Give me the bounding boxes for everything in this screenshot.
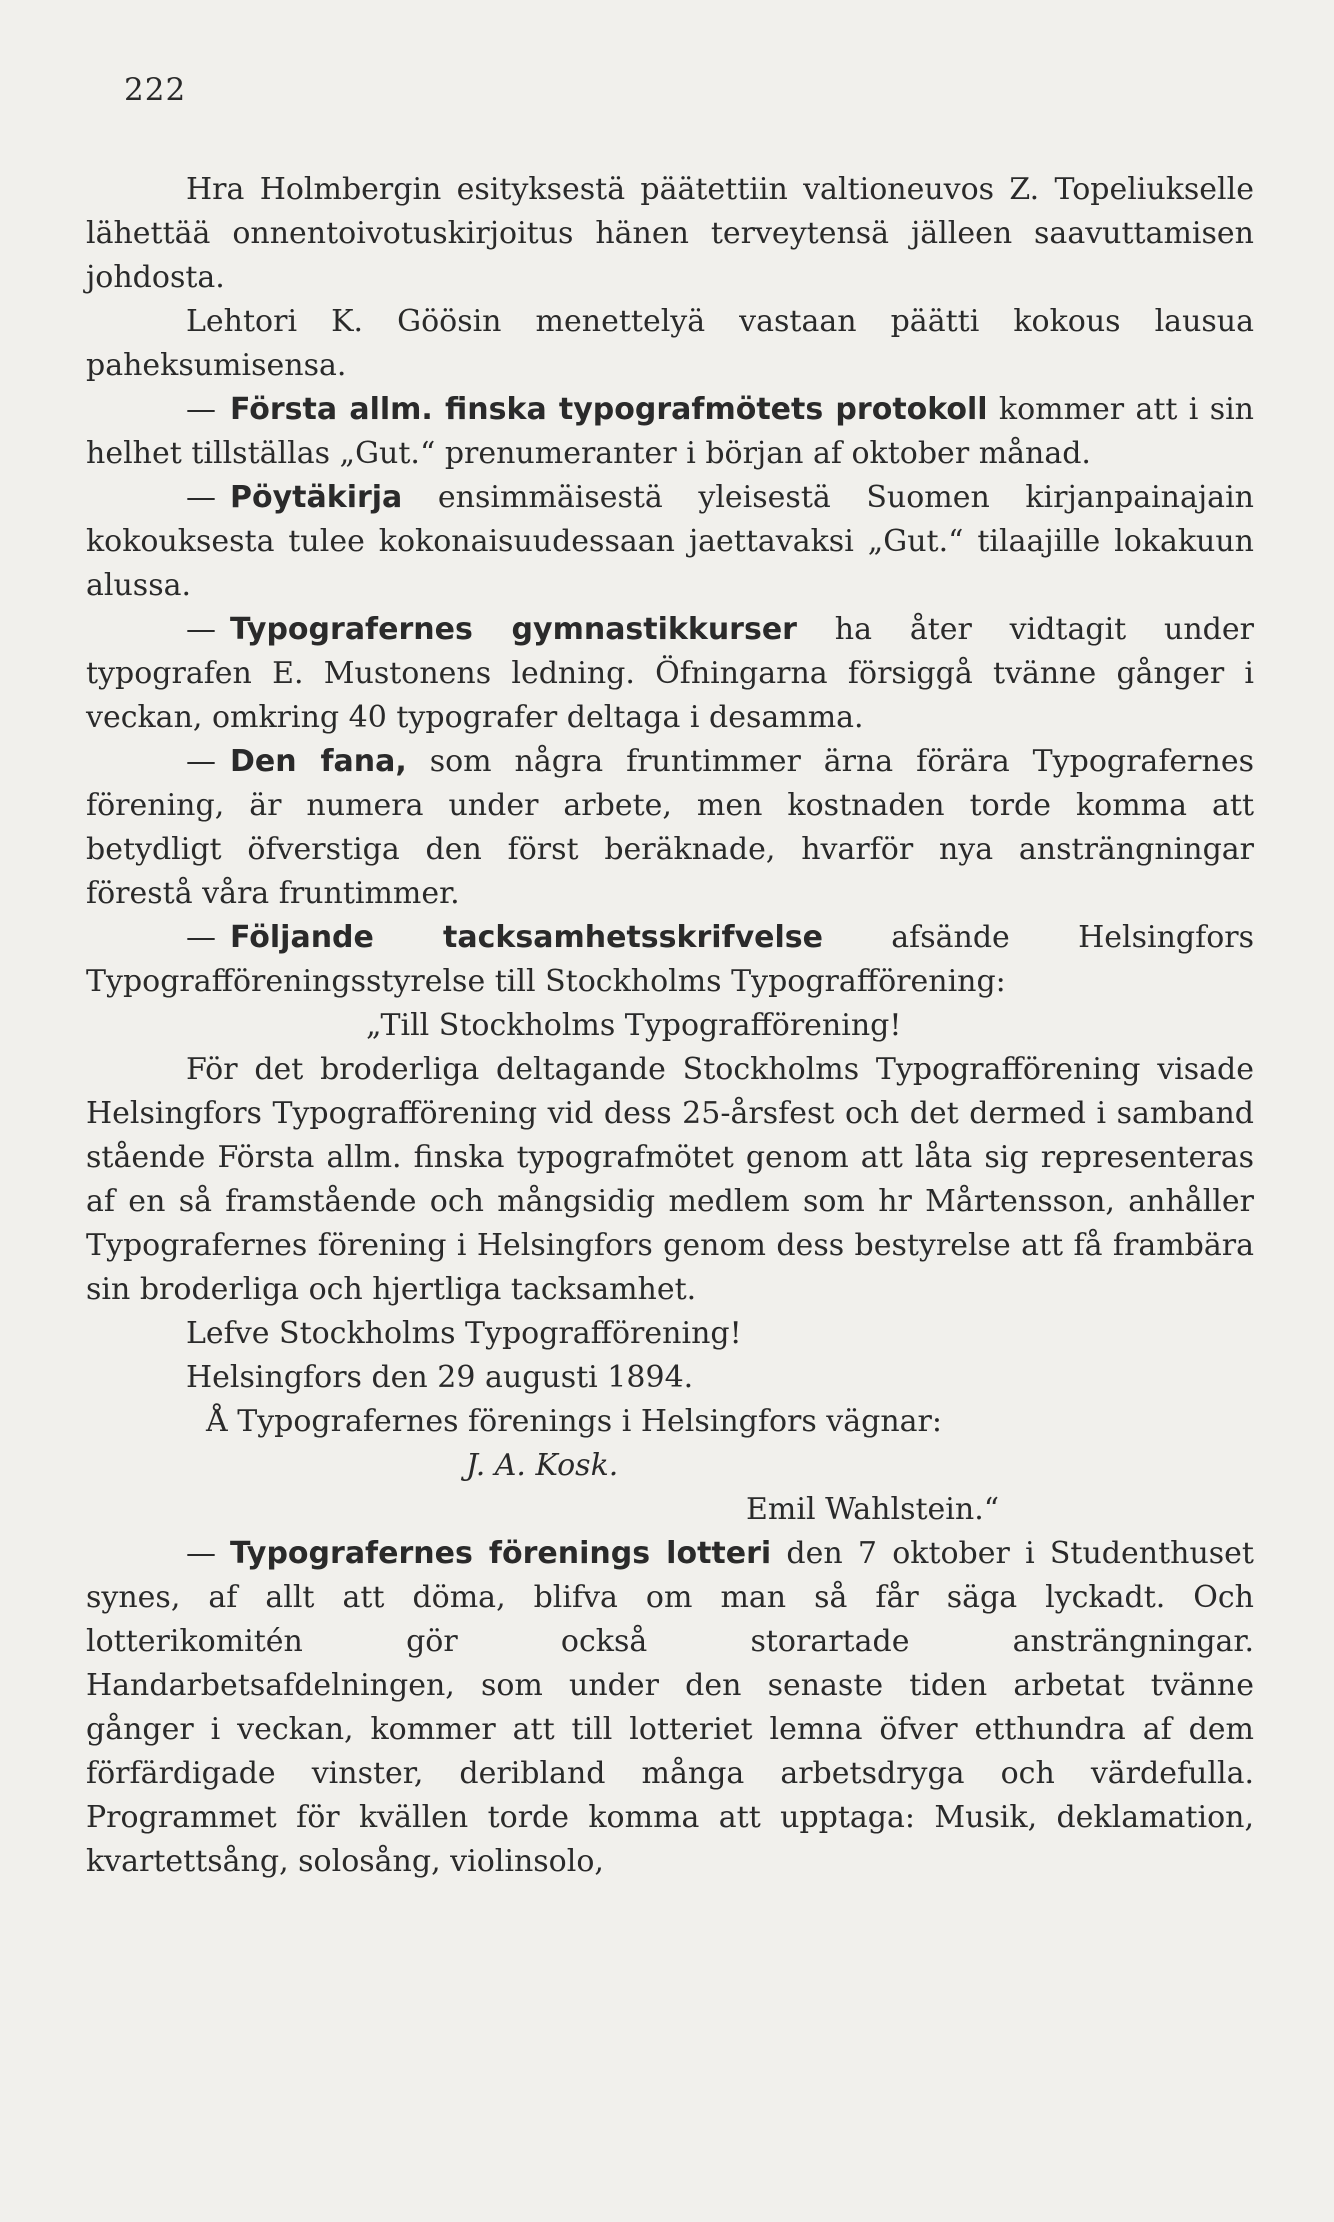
letter-signature-2: Emil Wahlstein.“ — [746, 1492, 1000, 1527]
paragraph-topelius — [86, 168, 1254, 300]
letter-salutation: „Till Stockholms Typografförening! — [366, 1008, 902, 1043]
em-dash: — — [186, 1536, 216, 1571]
paragraph-text: ha åter vidtagit under typografen E. Mustonens ledning. Öfningarna försiggå tvänne gånger i veckan, omkring 40 typografer deltaga i desamma. — [86, 612, 1254, 735]
letter-signature-1: J. A. Kosk. — [466, 1448, 619, 1483]
paragraph-gymnastik — [86, 608, 1254, 740]
em-dash: — — [186, 480, 216, 515]
letter-on-behalf: Å Typografernes förenings i Helsingfors vägnar: — [206, 1404, 942, 1439]
em-dash: — — [186, 920, 216, 955]
em-dash: — — [186, 612, 216, 647]
paragraph-text: som några fruntimmer ärna förära Typografernes förening, är numera under arbete, men kostnaden torde komma att betydligt öfverstiga den först beräknade, hvarför nya ansträngningar förestå våra fruntimmer. — [86, 744, 1254, 911]
paragraph-text: Hra Holmbergin esityksestä päätettiin valtioneuvos Z. Topeliukselle lähettää onnentoivotuskirjoitus hänen terveytensä jälleen saavuttamisen johdosta. — [86, 172, 1254, 295]
paragraph-poytakirja — [86, 476, 1254, 608]
paragraph-text: afsände Helsingfors Typografföreningsstyrelse till Stockholms Typografförening: — [86, 920, 1254, 999]
paragraph-protokoll — [86, 388, 1254, 476]
page-number: 222 — [124, 72, 187, 108]
paragraph-text: Lehtori K. Göösin menettelyä vastaan päätti kokous lausua paheksumisensa. — [86, 304, 1254, 383]
paragraph-lead: Den fana, — [230, 744, 407, 779]
article-text — [86, 168, 1254, 1884]
paragraph-lead: Första allm. finska typografmötets protokoll — [230, 392, 988, 427]
letter-date: Helsingfors den 29 augusti 1894. — [186, 1360, 694, 1395]
paragraph-fana — [86, 740, 1254, 916]
paragraph-goos — [86, 300, 1254, 388]
paragraph-tacksamhet — [86, 916, 1254, 1004]
paragraph-lead: Pöytäkirja — [230, 480, 403, 515]
paragraph-lead: Typografernes förenings lotteri — [230, 1536, 772, 1571]
paragraph-lead: Typografernes gymnastikkurser — [230, 612, 797, 647]
paragraph-text: kommer att i sin helhet tillställas „Gut.“ prenumeranter i början af oktober månad. — [86, 392, 1255, 471]
paragraph-text: den 7 oktober i Studenthuset synes, af allt att döma, blifva om man så får säga lyckadt. Och lotterikomitén gör också storartade ansträngningar. Handarbetsafdelningen, som under den senaste tiden arbetat tvänne gånger i veckan, kommer att till lotteriet lemna öfver etthundra af dem förfärdigade vinster, deribland många arbetsdryga och värdefulla. Programmet för kvällen torde komma att upptaga: Musik, deklamation, kvartettsång, solosång, violinsolo, — [86, 1536, 1254, 1879]
paragraph-lead: Följande tacksamhetsskrifvelse — [230, 920, 823, 955]
paragraph-text: ensimmäisestä yleisestä Suomen kirjanpainajain kokouksesta tulee kokonaisuudessaan jaettavaksi „Gut.“ tilaajille lokakuun alussa. — [86, 480, 1254, 603]
letter-cheer: Lefve Stockholms Typografförening! — [186, 1316, 742, 1351]
paragraph-lotteri — [86, 1532, 1254, 1884]
em-dash: — — [186, 744, 216, 779]
em-dash: — — [186, 392, 216, 427]
letter-body: För det broderliga deltagande Stockholms Typografförening visade Helsingfors Typografförening vid dess 25-årsfest och det dermed i samband stående Första allm. finska typografmötet genom att låta sig representeras af en så framstående och mångsidig medlem som hr Mårtensson, anhåller Typografernes förening i Helsingfors genom dess bestyrelse att få frambära sin broderliga och hjertliga tacksamhet. — [86, 1052, 1254, 1307]
